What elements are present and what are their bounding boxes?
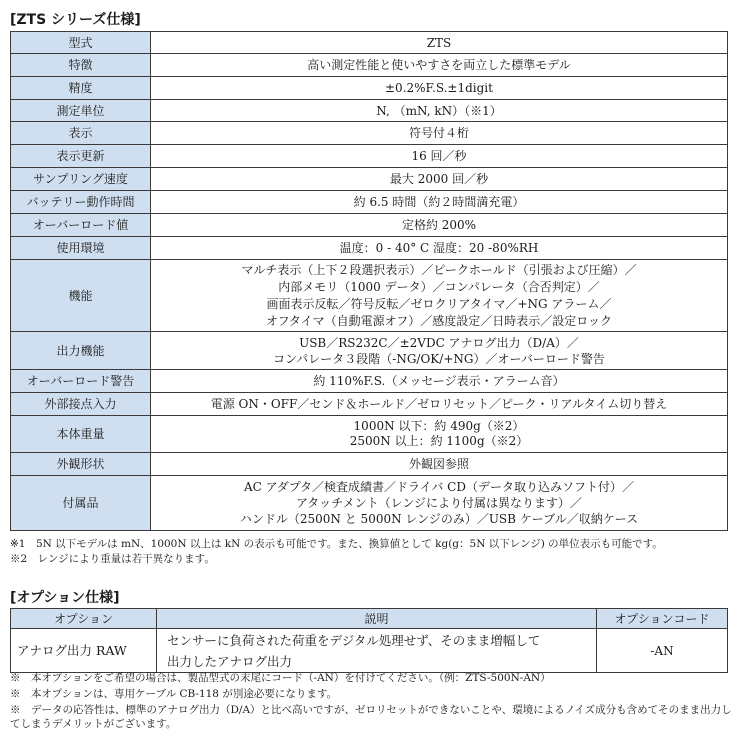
table-row — [11, 54, 728, 77]
table-row — [11, 453, 728, 476]
option-table — [10, 608, 728, 673]
table-row — [11, 32, 728, 54]
spec-value: ZTS — [151, 32, 728, 54]
spec-label: 測定単位 — [11, 100, 151, 122]
table-header-row — [11, 609, 728, 629]
table-row — [11, 100, 728, 122]
table-row — [11, 260, 728, 332]
spec-value: マルチ表示（上下２段選択表示）／ピークホールド（引張および圧縮）／ 内部メモリ（1000 データ）／コンパレータ（合否判定）／ 画面表示反転／符号反転／ゼロクリアタイマ／+NG アラーム／ オフタイマ（自動電源オフ）／感度設定／日時表示／設定ロック — [151, 260, 728, 332]
spec-value: 電源 ON・OFF／センド＆ホールド／ゼロリセット／ピーク・リアルタイム切り替え — [151, 393, 728, 416]
option-note-1: ※ 本オプションをご希望の場合は、製品型式の末尾にコード（-AN）を付けてください。（例：ZTS-500N-AN） — [10, 672, 551, 684]
spec-label: バッテリー動作時間 — [11, 191, 151, 214]
spec-note-1: ※1 5N 以下モデルは mN、1000N 以上は kN の表示も可能です。また、換算値として kg(g：5N 以下レンジ) の単位表示も可能です。 — [10, 538, 663, 550]
spec-label: 精度 — [11, 77, 151, 100]
spec-label: オーバーロード警告 — [11, 370, 151, 393]
spec-label: 表示更新 — [11, 145, 151, 168]
spec-label: 型式 — [11, 32, 151, 54]
spec-label: 使用環境 — [11, 237, 151, 260]
spec-label: サンプリング速度 — [11, 168, 151, 191]
option-name: アナログ出力 RAW — [11, 629, 157, 673]
spec-section-title: [ZTS シリーズ仕様] — [10, 12, 141, 28]
spec-label: 機能 — [11, 260, 151, 332]
spec-value: 温度：0 - 40° C 湿度：20 -80%RH — [151, 237, 728, 260]
spec-label: 出力機能 — [11, 332, 151, 370]
option-code: -AN — [597, 629, 728, 673]
spec-label: 外観形状 — [11, 453, 151, 476]
spec-label: オーバーロード値 — [11, 214, 151, 237]
table-row — [11, 476, 728, 531]
spec-label: 外部接点入力 — [11, 393, 151, 416]
table-row — [11, 393, 728, 416]
spec-value: 16 回／秒 — [151, 145, 728, 168]
spec-value: 符号付４桁 — [151, 122, 728, 145]
spec-value: 約 6.5 時間（約２時間満充電） — [151, 191, 728, 214]
table-row — [11, 370, 728, 393]
spec-note-2: ※2 レンジにより重量は若干異なります。 — [10, 553, 215, 565]
table-row — [11, 237, 728, 260]
table-row — [11, 191, 728, 214]
table-row — [11, 214, 728, 237]
spec-label: 本体重量 — [11, 416, 151, 453]
option-note-3: ※ データの応答性は、標準のアナログ出力（D/A）と比べ高いですが、ゼロリセットができないことや、環境によるノイズ成分も含めてそのまま出力してしまうデメリットがございます。 — [10, 704, 732, 730]
spec-value: N, （mN, kN）（※1） — [151, 100, 728, 122]
spec-value: 外観図参照 — [151, 453, 728, 476]
option-description: センサーに負荷された荷重をデジタル処理せず、そのまま増幅して 出力したアナログ出力 — [157, 629, 597, 673]
option-section-title: [オプション仕様] — [10, 590, 120, 606]
table-row — [11, 122, 728, 145]
spec-value: ±0.2%F.S.±1digit — [151, 77, 728, 100]
option-note-2: ※ 本オプションは、専用ケーブル CB-118 が別途必要になります。 — [10, 688, 337, 700]
spec-value: 約 110%F.S.（メッセージ表示・アラーム音） — [151, 370, 728, 393]
table-row — [11, 77, 728, 100]
spec-label: 特徴 — [11, 54, 151, 77]
spec-label: 付属品 — [11, 476, 151, 531]
spec-table — [10, 31, 728, 531]
table-row — [11, 416, 728, 453]
table-row — [11, 332, 728, 370]
spec-value: 1000N 以下：約 490g（※2） 2500N 以上：約 1100g（※2） — [151, 416, 728, 453]
table-row — [11, 168, 728, 191]
spec-value: AC アダプタ／検査成績書／ドライバ CD（データ取り込みソフト付）／ アタッチメント（レンジにより付属は異なります）／ ハンドル（2500N と 5000N レンジのみ）／USB ケーブル／収納ケース — [151, 476, 728, 531]
spec-value: 高い測定性能と使いやすさを両立した標準モデル — [151, 54, 728, 77]
table-row — [11, 629, 728, 673]
spec-value: 定格約 200% — [151, 214, 728, 237]
spec-value: 最大 2000 回／秒 — [151, 168, 728, 191]
description-col-header: 説明 — [157, 609, 597, 629]
spec-value: USB／RS232C／±2VDC アナログ出力（D/A）／ コンパレータ３段階（-NG/OK/+NG）／オーバーロード警告 — [151, 332, 728, 370]
spec-label: 表示 — [11, 122, 151, 145]
table-row — [11, 145, 728, 168]
option-col-header: オプション — [11, 609, 157, 629]
code-col-header: オプションコード — [597, 609, 728, 629]
